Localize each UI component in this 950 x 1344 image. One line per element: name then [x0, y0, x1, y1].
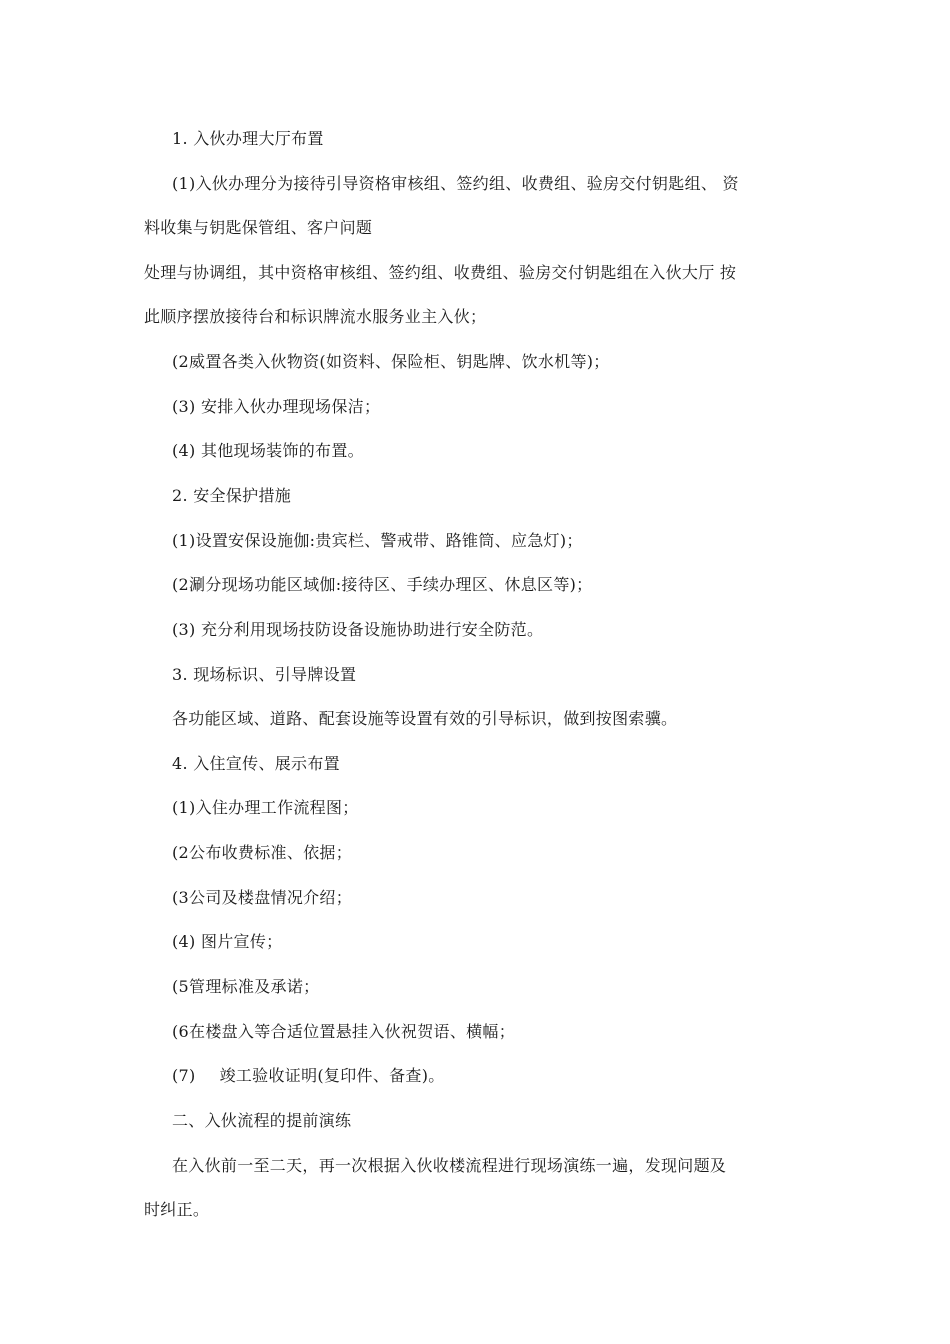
- list-item-7: [172, 1065, 445, 1087]
- list-item: (6在楼盘入等合适位置悬挂入伙祝贺语、横幅；: [172, 1022, 516, 1041]
- paragraph-line: 此顺序摆放接待台和标识牌流水服务业主入伙；: [144, 307, 487, 326]
- list-item: (4) 其他现场装饰的布置。: [172, 441, 364, 460]
- list-item: (1)入住办理工作流程图；: [172, 798, 359, 817]
- list-item: (1)设置安保设施伽:贵宾栏、警戒带、路锥筒、应急灯)；: [172, 531, 583, 550]
- heading-hall-layout: 1. 入伙办理大厅布置: [172, 129, 324, 148]
- list-item: (3) 安排入伙办理现场保洁；: [172, 397, 381, 416]
- list-item-text: 竣工验收证明(复印件、备查)。: [219, 1066, 445, 1085]
- paragraph-line: 处理与协调组，其中资格审核组、签约组、收费组、验房交付钥匙组在入伙大厅 按: [144, 263, 737, 282]
- paragraph-line: (1)入伙办理分为接待引导资格审核组、签约组、收费组、验房交付钥匙组、 资: [172, 174, 739, 193]
- list-item: (5管理标准及承诺；: [172, 977, 320, 996]
- heading-safety-measures: 2. 安全保护措施: [172, 486, 292, 505]
- list-item: (2涮分现场功能区域伽:接待区、手续办理区、休息区等)；: [172, 575, 593, 594]
- paragraph-line: 在入伙前一至二天，再一次根据入伙收楼流程进行现场演练一遍，发现问题及: [172, 1156, 727, 1175]
- list-item: (3) 充分利用现场技防设备设施协助进行安全防范。: [172, 620, 544, 639]
- paragraph-line: 各功能区域、道路、配套设施等设置有效的引导标识，做到按图索骥。: [172, 709, 678, 728]
- heading-signage: 3. 现场标识、引导牌设置: [172, 665, 357, 684]
- paragraph-line: 时纠正。: [144, 1200, 210, 1219]
- list-item: (2威置各类入伙物资(如资料、保险柜、钥匙牌、饮水机等)；: [172, 352, 610, 371]
- list-item: (2公布收费标准、依据；: [172, 843, 353, 862]
- paragraph-line: 料收集与钥匙保管组、客户问题: [144, 218, 373, 237]
- list-item: (3公司及楼盘情况介绍；: [172, 888, 353, 907]
- heading-rehearsal: 二、入伙流程的提前演练: [172, 1111, 352, 1130]
- list-number: (7): [172, 1066, 196, 1085]
- heading-promotion: 4. 入住宣传、展示布置: [172, 754, 340, 773]
- list-item: (4) 图片宣传；: [172, 932, 283, 951]
